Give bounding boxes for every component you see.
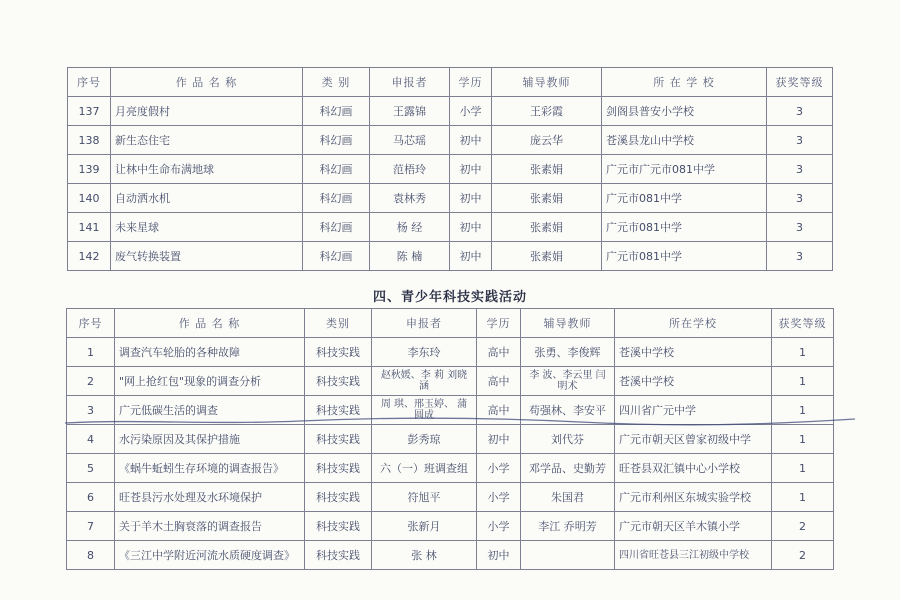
award-table-practice-activities (66, 308, 834, 570)
cell-title: "网上抢红包"现象的调查分析 (115, 367, 305, 396)
cell-teacher: 庞云华 (492, 126, 602, 155)
col-header-title: 作 品 名 称 (115, 309, 305, 338)
cell-teacher (521, 541, 615, 570)
cell-teacher: 苟强林、李安平 (521, 396, 615, 425)
cell-category: 科技实践 (305, 454, 372, 483)
cell-title: 新生态住宅 (111, 126, 303, 155)
cell-index: 5 (67, 454, 115, 483)
cell-award: 1 (772, 454, 834, 483)
cell-teacher: 张素娟 (492, 242, 602, 271)
cell-category: 科幻画 (303, 184, 370, 213)
cell-applicant: 六（一）班调查组 (372, 454, 477, 483)
cell-level: 初中 (450, 155, 492, 184)
col-header-level: 学历 (450, 68, 492, 97)
cell-teacher: 张素娟 (492, 213, 602, 242)
col-header-index: 序号 (68, 68, 111, 97)
table-row (67, 541, 834, 570)
cell-award: 1 (772, 425, 834, 454)
cell-school: 广元市081中学 (602, 242, 767, 271)
cell-level: 小学 (477, 483, 521, 512)
cell-school: 旺苍县双汇镇中心小学校 (615, 454, 772, 483)
cell-category: 科技实践 (305, 512, 372, 541)
cell-index: 141 (68, 213, 111, 242)
cell-award: 1 (772, 367, 834, 396)
cell-level: 初中 (477, 541, 521, 570)
cell-level: 初中 (450, 213, 492, 242)
cell-category: 科技实践 (305, 425, 372, 454)
cell-school: 广元市朝天区羊木镇小学 (615, 512, 772, 541)
cell-index: 2 (67, 367, 115, 396)
cell-level: 高中 (477, 396, 521, 425)
cell-level: 高中 (477, 338, 521, 367)
col-header-applicant: 申报者 (372, 309, 477, 338)
table-row (67, 512, 834, 541)
cell-applicant: 袁林秀 (370, 184, 450, 213)
cell-index: 137 (68, 97, 111, 126)
cell-school: 苍溪中学校 (615, 338, 772, 367)
col-header-category: 类 别 (303, 68, 370, 97)
cell-category: 科技实践 (305, 541, 372, 570)
handwritten-underline-mark (60, 405, 860, 435)
cell-level: 初中 (450, 126, 492, 155)
cell-award: 3 (767, 155, 833, 184)
cell-award: 3 (767, 184, 833, 213)
cell-level: 小学 (477, 512, 521, 541)
cell-school: 广元市081中学 (602, 213, 767, 242)
cell-award: 2 (772, 512, 834, 541)
cell-level: 初中 (450, 242, 492, 271)
table-row (67, 367, 834, 396)
table-header-row (68, 68, 833, 97)
cell-title: 《蜗牛蚯蚓生存环境的调查报告》 (115, 454, 305, 483)
cell-teacher: 李江 乔明芳 (521, 512, 615, 541)
cell-school: 广元市081中学 (602, 184, 767, 213)
cell-category: 科幻画 (303, 213, 370, 242)
col-header-level: 学历 (477, 309, 521, 338)
cell-level: 小学 (477, 454, 521, 483)
cell-level: 初中 (477, 425, 521, 454)
cell-index: 3 (67, 396, 115, 425)
table-row (68, 126, 833, 155)
col-header-teacher: 辅导教师 (492, 68, 602, 97)
table-row (68, 97, 833, 126)
col-header-award: 获奖等级 (772, 309, 834, 338)
cell-title: 自动洒水机 (111, 184, 303, 213)
col-header-school: 所在学校 (615, 309, 772, 338)
cell-category: 科技实践 (305, 367, 372, 396)
cell-teacher: 张勇、李俊辉 (521, 338, 615, 367)
cell-applicant: 陈 楠 (370, 242, 450, 271)
cell-index: 140 (68, 184, 111, 213)
cell-applicant: 范梧玲 (370, 155, 450, 184)
cell-category: 科幻画 (303, 97, 370, 126)
table-row (68, 184, 833, 213)
cell-school: 广元市广元市081中学 (602, 155, 767, 184)
cell-index: 4 (67, 425, 115, 454)
cell-index: 142 (68, 242, 111, 271)
col-header-applicant: 申报者 (370, 68, 450, 97)
cell-award: 2 (772, 541, 834, 570)
cell-index: 139 (68, 155, 111, 184)
cell-school: 苍溪县龙山中学校 (602, 126, 767, 155)
col-header-index: 序号 (67, 309, 115, 338)
award-table-sci-fi-painting (67, 67, 833, 271)
cell-award: 1 (772, 338, 834, 367)
cell-index: 1 (67, 338, 115, 367)
cell-applicant: 杨 经 (370, 213, 450, 242)
cell-title: 《三江中学附近河流水质硬度调查》 (115, 541, 305, 570)
cell-school: 四川省广元中学 (615, 396, 772, 425)
cell-school: 剑阁县普安小学校 (602, 97, 767, 126)
cell-category: 科幻画 (303, 155, 370, 184)
cell-award: 1 (772, 483, 834, 512)
cell-teacher: 李 波、李云里 闫明术 (521, 367, 615, 396)
cell-award: 3 (767, 242, 833, 271)
cell-applicant: 张新月 (372, 512, 477, 541)
table-row (67, 338, 834, 367)
table-header-row (67, 309, 834, 338)
cell-award: 1 (772, 396, 834, 425)
cell-category: 科技实践 (305, 396, 372, 425)
table-row (67, 483, 834, 512)
cell-title: 废气转换装置 (111, 242, 303, 271)
table-row (68, 242, 833, 271)
cell-applicant: 周 琪、邢玉婷、 蒲圆成 (372, 396, 477, 425)
cell-applicant: 符旭平 (372, 483, 477, 512)
cell-title: 关于羊木土胸衰落的调查报告 (115, 512, 305, 541)
cell-title: 广元低碳生活的调查 (115, 396, 305, 425)
cell-level: 小学 (450, 97, 492, 126)
cell-applicant: 王露锦 (370, 97, 450, 126)
cell-teacher: 刘代芬 (521, 425, 615, 454)
cell-title: 让林中生命布满地球 (111, 155, 303, 184)
cell-teacher: 王彩霞 (492, 97, 602, 126)
cell-school: 苍溪中学校 (615, 367, 772, 396)
col-header-teacher: 辅导教师 (521, 309, 615, 338)
cell-title: 未来星球 (111, 213, 303, 242)
cell-title: 调查汽车轮胎的各种故障 (115, 338, 305, 367)
cell-applicant: 彭秀琼 (372, 425, 477, 454)
col-header-title: 作 品 名 称 (111, 68, 303, 97)
cell-award: 3 (767, 97, 833, 126)
cell-teacher: 张素娟 (492, 155, 602, 184)
cell-category: 科技实践 (305, 483, 372, 512)
cell-award: 3 (767, 126, 833, 155)
col-header-school: 所 在 学 校 (602, 68, 767, 97)
cell-index: 6 (67, 483, 115, 512)
col-header-award: 获奖等级 (767, 68, 833, 97)
section-title: 四、青少年科技实践活动 (372, 290, 527, 305)
cell-title: 月亮度假村 (111, 97, 303, 126)
cell-applicant: 马芯瑶 (370, 126, 450, 155)
cell-teacher: 张素娟 (492, 184, 602, 213)
cell-award: 3 (767, 213, 833, 242)
cell-teacher: 邓学品、史勤芳 (521, 454, 615, 483)
cell-level: 高中 (477, 367, 521, 396)
cell-title: 水污染原因及其保护措施 (115, 425, 305, 454)
cell-category: 科幻画 (303, 126, 370, 155)
cell-index: 138 (68, 126, 111, 155)
cell-teacher: 朱国君 (521, 483, 615, 512)
table-row (68, 213, 833, 242)
cell-title: 旺苍县污水处理及水环境保护 (115, 483, 305, 512)
cell-index: 7 (67, 512, 115, 541)
cell-applicant: 张 林 (372, 541, 477, 570)
cell-applicant: 李东玲 (372, 338, 477, 367)
cell-level: 初中 (450, 184, 492, 213)
cell-category: 科技实践 (305, 338, 372, 367)
table-row (68, 155, 833, 184)
cell-school: 广元市利州区东城实验学校 (615, 483, 772, 512)
col-header-category: 类别 (305, 309, 372, 338)
table-row (67, 454, 834, 483)
cell-index: 8 (67, 541, 115, 570)
cell-applicant: 赵秋媛、李 莉 刘晓涵 (372, 367, 477, 396)
cell-category: 科幻画 (303, 242, 370, 271)
cell-school: 四川省旺苍县三江初级中学校 (615, 541, 772, 570)
cell-school: 广元市朝天区曾家初级中学 (615, 425, 772, 454)
